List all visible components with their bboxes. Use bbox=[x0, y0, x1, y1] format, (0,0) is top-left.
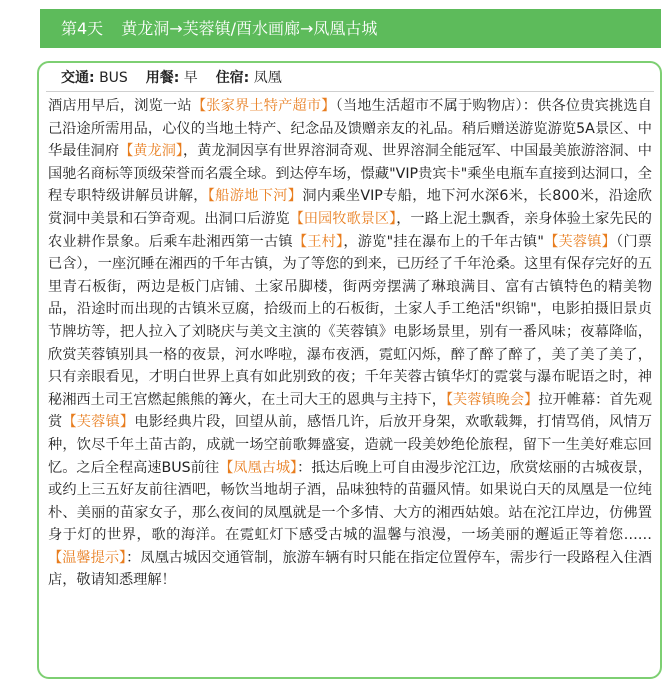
info-bar bbox=[46, 66, 654, 92]
itinerary-text bbox=[48, 95, 652, 592]
itinerary-segment: （当地生活超市不属于购物店）：供各位贵宾挑选自己沿途所需用品，心仪的当地土特产、纪念品及馈赠亲友的礼品。稍后赠送游览游览5A景区、中华最佳洞府 bbox=[48, 98, 652, 160]
itinerary-segment: 洞内乘坐VIP专船，地下河水深6米，长800米，沿途欣赏洞中美景和石笋奇观。出洞口后游览 bbox=[48, 188, 652, 227]
itinerary-segment: ：凤凰古城因交通管制，旅游车辆有时只能在指定位置停车，需步行一段路程入住酒店，敬请知悉理解！ bbox=[48, 549, 652, 589]
highlight-furong-film: 【芙蓉镇】 bbox=[62, 414, 135, 431]
transport-label: 交通: bbox=[61, 70, 95, 86]
meal-value: 早 bbox=[183, 70, 198, 86]
highlight-underground-river: 【船游地下河】 bbox=[207, 188, 303, 205]
highlight-furong-evening-show: 【芙蓉镇晚会】 bbox=[445, 391, 539, 408]
highlight-warm-tip: 【温馨提示】 bbox=[48, 549, 127, 566]
lodging-value: 凤凰 bbox=[253, 70, 282, 86]
itinerary-segment: 电影经典片段，回望从前，感悟几许，后放开身架，欢歌载舞，打情骂俏，风情万种，饮尽千年土苗古韵，成就一场空前歌舞盛宴，造就一段美妙绝伦旅程，留下一生美好难忘回忆。之后全程高速BUS前往 bbox=[48, 414, 652, 476]
day-route: 黄龙洞→芙蓉镇/酉水画廊→凤凰古城 bbox=[121, 19, 378, 38]
itinerary-segment: ：抵达后晚上可自由漫步沱江边，欣赏炫丽的古城夜景，或约上三五好友前往酒吧，畅饮当地胡子酒，品味独特的苗疆风情。如果说白天的凤凰是一位纯朴、美丽的苗家女子，那么夜间的凤凰就是一个多情、大方的湘西姑娘。站在沱江岸边，仿佛置身于灯的世界，歌的海洋。在霓虹灯下感受古城的温馨与浪漫，一场美丽的邂逅正等着您…… bbox=[48, 459, 653, 544]
lodging-label: 住宿: bbox=[215, 70, 250, 86]
highlight-furong-town: 【芙蓉镇】 bbox=[543, 233, 617, 250]
day-header bbox=[40, 9, 661, 48]
highlight-huanglong-cave: 【黄龙洞】 bbox=[119, 143, 184, 160]
meal-label: 用餐: bbox=[145, 70, 180, 86]
itinerary-segment: ，游览"挂在瀑布上的千年古镇" bbox=[343, 233, 544, 250]
itinerary-segment: ，黄龙洞因享有世界溶洞奇观、世界溶洞全能冠军、中国最美旅游溶洞、中国驰名商标等顶级荣誉而名震全球。到达停车场，憬藏"VIP贵宾卡"乘坐电瓶车直接到达洞口，全程专职特级讲解员讲解， bbox=[48, 143, 652, 205]
itinerary-segment: ，一路上泥土飘香，亲身体验土家先民的农业耕作景象。后乘车赴湘西第一古镇 bbox=[48, 210, 652, 250]
itinerary-segment: 酒店用早后，浏览一站 bbox=[48, 98, 192, 114]
highlight-pastoral-scenic-area: 【田园牧歌景区】 bbox=[289, 210, 397, 227]
highlight-souvenir-market: 【张家界土特产超市】 bbox=[191, 98, 336, 114]
transport-value: BUS bbox=[99, 70, 128, 86]
itinerary-segment: 拉开帷幕：首先观赏 bbox=[48, 391, 652, 431]
day-number: 第4天 bbox=[61, 19, 104, 38]
itinerary-segment: （门票已含），一座沉睡在湘西的千年古镇，为了等您的到来，已历经了千年沧桑。这里有保存完好的五里青石板街，两边是板门店铺、土家吊脚楼，街两旁摆满了琳琅满目、富有古镇特色的精美物品，沿途时而出现的古镇米豆腐，拾级而上的石板街，土家人手工绝活"织锦"，电影拍摄旧景贞节牌坊等，把人拉入了刘晓庆与美文主演的《芙蓉镇》电影场景里，别有一番风味；夜幕降临，欣赏芙蓉镇别具一格的夜景，河水哗啦，瀑布夜洒，霓虹闪烁，醉了醉了醉了，美了美了美了，只有亲眼看见，才明白世界上真有如此别致的夜；千年芙蓉古镇华灯的霓裳与瀑布昵语之时，神秘湘西土司王宫燃起熊熊的篝火，在土司大王的恩典与主持下， bbox=[48, 233, 652, 408]
highlight-fenghuang-ancient-city: 【凤凰古城】 bbox=[219, 459, 298, 476]
highlight-wangcun: 【王村】 bbox=[292, 233, 344, 250]
